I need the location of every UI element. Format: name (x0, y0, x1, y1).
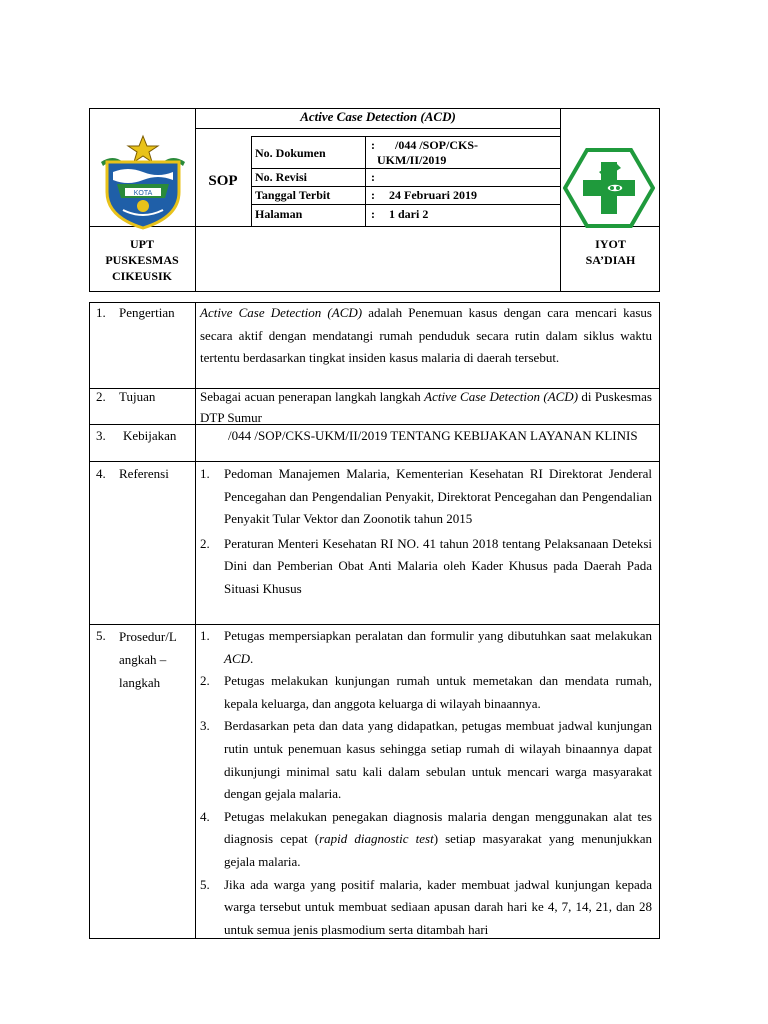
field-colon: : (371, 207, 375, 221)
field-value-no-dokumen-1: /044 /SOP/CKS- (395, 138, 479, 152)
section-content-pengertian: Active Case Detection (ACD) adalah Penemuan kasus dengan cara mencari kasus secara aktif dengan mendatangi rumah penduduk secara rutin dalam siklus waktu tertentu berdasarkan tingkat insiden kasus malaria di daerah tersebut. (200, 305, 652, 366)
field-label-no-dokumen: No. Dokumen (255, 146, 326, 160)
section-content-prosedur (200, 625, 652, 936)
list-item: 5. Jika ada warga yang positif malaria, kader membuat jadwal kunjungan kepada warga tersebut untuk membuat sediaan apusan darah hari ke 4, 7, 14, 21, dan 28 untuk semua jenis plasmodium serta ditambah hari (200, 876, 652, 936)
field-colon: : (371, 170, 375, 184)
list-item: 4. Petugas melakukan penegakan diagnosis malaria dengan menggunakan alat tes diagnosis cepat (rapid diagnostic test) setiap masyarakat yang menunjukkan gejala malaria. (200, 808, 652, 869)
list-item: 3. Berdasarkan peta dan data yang didapatkan, petugas membuat jadwal kunjungan rutin untuk penemuan kasus sehingga setiap rumah di wilayah binaannya dapat dikunjungi minimal satu kali dalam sebulan untuk mencari warga masyarakat dengan gejala malaria. (200, 718, 652, 802)
organization-name: UPT PUSKESMAS CIKEUSIK (105, 237, 179, 283)
field-value-no-dokumen-2: UKM/II/2019 (377, 153, 447, 167)
signer-name: IYOT SA’DIAH (585, 237, 636, 267)
list-item: 1. Petugas mempersiapkan peralatan dan formulir yang dibutuhkan saat melakukan ACD. (200, 628, 652, 666)
document-title: Active Case Detection (ACD) (300, 109, 456, 124)
field-colon: : (371, 188, 375, 202)
emblem-ribbon-text: KOTA (133, 190, 153, 197)
list-item: 2. Peraturan Menteri Kesehatan RI NO. 41 tahun 2018 tentang Pelaksanaan Deteksi Dini dan Pemberian Obat Anti Malaria oleh Kader Khusus pada Daerah Pada Situasi Khusus (200, 535, 652, 596)
field-value-halaman: 1 dari 2 (389, 207, 429, 221)
section-content-referensi (200, 463, 652, 601)
field-label-halaman: Halaman (255, 207, 303, 221)
section-content-tujuan: Sebagai acuan penerapan langkah langkah Active Case Detection (ACD) di Puskesmas DTP Sumur (200, 389, 652, 425)
sop-label: SOP (208, 173, 238, 189)
sop-content-table: 1. Pengertian Active Case Detection (ACD) adalah Penemuan kasus dengan cara mencari kasus secara aktif dengan mendatangi rumah penduduk secara rutin dalam siklus waktu tertentu berdasarkan tingkat insiden kasus malaria di daerah tersebut. 2. Tujuan Sebagai acuan penerapan langkah langkah Active Case Detection (ACD) di Puskesmas DTP Sumur 3. Kebijakan /044 /SOP/CKS-UKM/II/2019 TENTANG KEBIJAKAN LAYANAN KLINIS 4. Referensi 1. Pedoman Manajemen Malaria, Kementerian Kesehatan RI Direktorat Jenderal Pencegahan dan Pengendalian Penyakit, Direktorat Pencegahan dan Pengendalian Penyakit Tular Vektor dan Zoonotik tahun 2015 2. Peraturan Menteri Kesehatan RI NO. 41 tahun 2018 tentang Pelaksanaan Deteksi Dini dan Pemberian Obat Anti Malaria oleh Kader Khusus pada Daerah Pada Situasi Khusus 5. Prosedur/L angkah – langkah 1. Petugas mempersiapkan peralatan dan formulir yang dibutuhkan saat melakukan ACD. 2. Petugas melakukan kunjungan rumah untuk memetakan dan mendata rumah, kepala keluarga, dan anggota keluarga di wilayah binaannya. 3. Berdasarkan peta dan data yang didapatkan, petugas membuat jadwal kunjungan rutin untuk penemuan kasus sehingga setiap rumah di wilayah binaannya dapat dikunjungi minimal satu kali dalam sebulan untuk mencari warga masyarakat dengan gejala malaria. 4. Petugas melakukan penegakan diagnosis malaria dengan menggunakan alat tes diagnosis cepat (rapid diagnostic test) setiap masyarakat yang menunjukkan gejala malaria. 5. Jika ada warga yang positif malaria, kader membuat jadwal kunjungan kepada warga tersebut untuk membuat sediaan apusan darah hari ke 4, 7, 14, 21, dan 28 untuk semua jenis plasmodium serta ditambah hari (89, 302, 660, 939)
regional-emblem-logo (93, 132, 193, 232)
puskesmas-logo (563, 148, 655, 228)
section-content-kebijakan: /044 /SOP/CKS-UKM/II/2019 TENTANG KEBIJAKAN LAYANAN KLINIS (228, 428, 638, 443)
list-item: 1. Pedoman Manajemen Malaria, Kementerian Kesehatan RI Direktorat Jenderal Pencegahan dan Pengendalian Penyakit, Direktorat Pencegahan dan Pengendalian Penyakit Tular Vektor dan Zoonotik tahun 2015 (200, 466, 652, 527)
field-label-no-revisi: No. Revisi (255, 170, 307, 184)
field-colon: : (371, 138, 375, 152)
field-label-tanggal-terbit: Tanggal Terbit (255, 188, 331, 202)
sop-header (89, 108, 660, 292)
list-item: 2. Petugas melakukan kunjungan rumah untuk memetakan dan mendata rumah, kepala keluarga, dan anggota keluarga di wilayah binaannya. (200, 673, 652, 711)
field-value-tanggal-terbit: 24 Februari 2019 (389, 188, 477, 202)
